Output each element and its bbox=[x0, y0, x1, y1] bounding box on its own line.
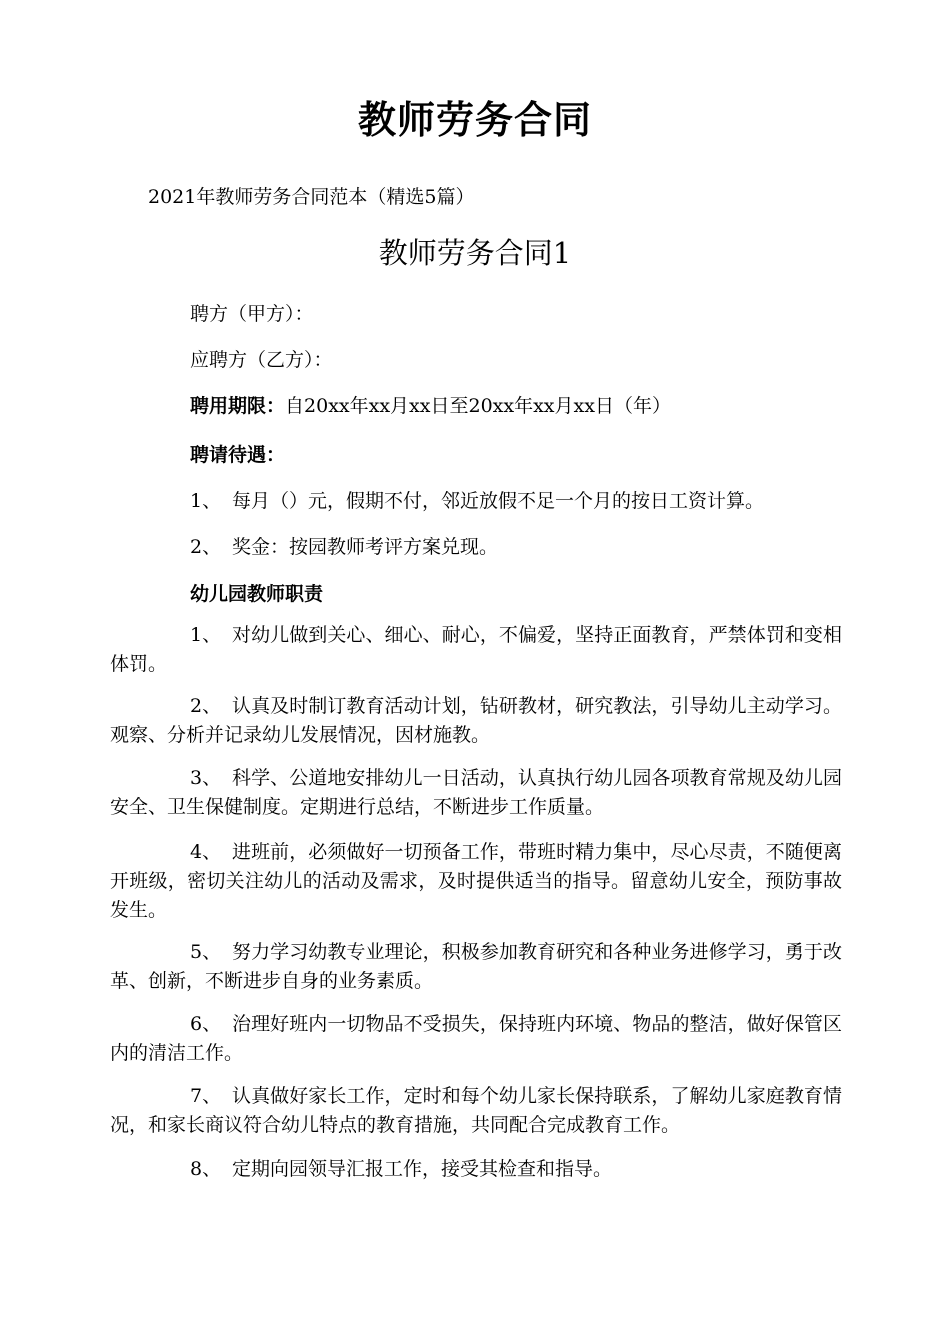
duty-text: 进班前，必须做好一切预备工作，带班时精力集中，尽心尽责，不随便离开班级，密切关注幼儿的活动及需求，及时提供适当的指导。留意幼儿安全，预防事故发生。 bbox=[110, 841, 842, 921]
section-heading: 教师劳务合同1 bbox=[378, 236, 572, 270]
employee-label: 应聘方（乙方）： bbox=[190, 349, 333, 371]
duty-text: 认真做好家长工作，定时和每个幼儿家长保持联系，了解幼儿家庭教育情况，和家长商议符合幼儿特点的教育措施，共同配合完成教育工作。 bbox=[110, 1085, 842, 1136]
duty-paragraph bbox=[110, 938, 842, 996]
duty-number: 3、 bbox=[190, 767, 222, 789]
treatment-heading: 聘请待遇： bbox=[190, 444, 286, 466]
document-subtitle: 2021年教师劳务合同范本（精选5篇） bbox=[148, 186, 475, 208]
duty-number: 6、 bbox=[190, 1013, 222, 1035]
term-label: 聘用期限： bbox=[190, 395, 286, 417]
duty-paragraph bbox=[110, 1010, 842, 1068]
duty-text: 治理好班内一切物品不受损失，保持班内环境、物品的整洁，做好保管区内的清洁工作。 bbox=[110, 1013, 842, 1064]
duty-text: 努力学习幼教专业理论，积极参加教育研究和各种业务进修学习，勇于改革、创新，不断进步自身的业务素质。 bbox=[110, 941, 842, 992]
duties-heading: 幼儿园教师职责 bbox=[190, 583, 324, 605]
duty-text: 定期向园领导汇报工作，接受其检查和指导。 bbox=[232, 1158, 613, 1180]
duty-number: 1、 bbox=[190, 624, 222, 646]
item-number: 1、 bbox=[190, 490, 222, 512]
document-title: 教师劳务合同 bbox=[357, 98, 592, 142]
duty-paragraph bbox=[110, 621, 842, 679]
duty-paragraph bbox=[110, 764, 842, 822]
term-line bbox=[190, 392, 671, 420]
term-value: 自20xx年xx月xx日至20xx年xx月xx日（年） bbox=[285, 395, 671, 417]
treatment-item bbox=[190, 533, 498, 561]
duty-paragraph bbox=[110, 1082, 842, 1140]
duty-number: 2、 bbox=[190, 695, 222, 717]
duty-number: 7、 bbox=[190, 1085, 222, 1107]
item-text: 每月（）元，假期不付，邻近放假不足一个月的按日工资计算。 bbox=[232, 490, 765, 512]
item-text: 奖金：按园教师考评方案兑现。 bbox=[232, 536, 499, 558]
duty-paragraph bbox=[110, 1155, 842, 1184]
duty-number: 4、 bbox=[190, 841, 222, 863]
duty-number: 5、 bbox=[190, 941, 222, 963]
treatment-item bbox=[190, 487, 764, 515]
duty-text: 认真及时制订教育活动计划，钻研教材，研究教法，引导幼儿主动学习。观察、分析并记录幼儿发展情况，因材施教。 bbox=[110, 695, 842, 746]
duty-paragraph bbox=[110, 692, 842, 750]
item-number: 2、 bbox=[190, 536, 222, 558]
duty-number: 8、 bbox=[190, 1158, 222, 1180]
duty-text: 对幼儿做到关心、细心、耐心，不偏爱，坚持正面教育，严禁体罚和变相体罚。 bbox=[110, 624, 842, 675]
duty-text: 科学、公道地安排幼儿一日活动，认真执行幼儿园各项教育常规及幼儿园安全、卫生保健制度。定期进行总结，不断进步工作质量。 bbox=[110, 767, 842, 818]
duty-paragraph bbox=[110, 838, 842, 925]
employer-label: 聘方（甲方）： bbox=[190, 303, 314, 325]
